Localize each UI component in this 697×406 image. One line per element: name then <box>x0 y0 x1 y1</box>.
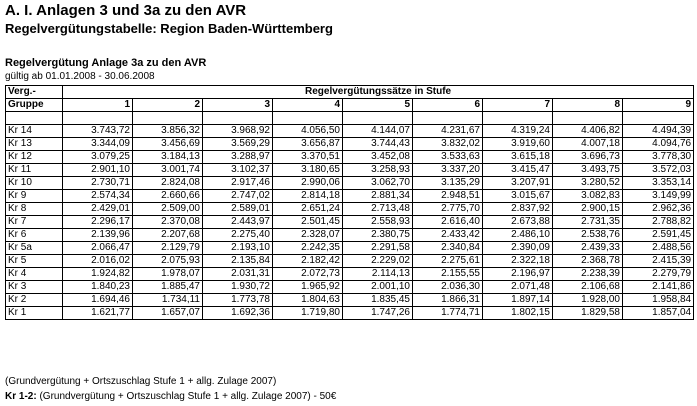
salary-cell: 2.207,68 <box>133 229 203 242</box>
salary-cell: 2.900,15 <box>553 203 623 216</box>
salary-cell: 1.958,84 <box>623 294 694 307</box>
salary-cell: 1.734,11 <box>133 294 203 307</box>
salary-cell: 1.719,80 <box>273 307 343 320</box>
salary-cell: 2.747,02 <box>203 190 273 203</box>
salary-cell: 2.242,35 <box>273 242 343 255</box>
salary-cell: 3.744,43 <box>343 138 413 151</box>
footnote-2 <box>5 391 336 402</box>
salary-cell: 3.082,83 <box>553 190 623 203</box>
table-spacer-cell <box>553 112 623 125</box>
salary-cell: 2.488,56 <box>623 242 694 255</box>
group-cell: Kr 14 <box>6 125 63 138</box>
group-cell: Kr 3 <box>6 281 63 294</box>
table-spacer-cell <box>63 112 133 125</box>
salary-cell: 3.337,20 <box>413 164 483 177</box>
group-cell: Kr 4 <box>6 268 63 281</box>
salary-cell: 2.368,78 <box>553 255 623 268</box>
group-cell: Kr 7 <box>6 216 63 229</box>
salary-cell: 2.155,55 <box>413 268 483 281</box>
table-row <box>6 125 694 138</box>
stage-column-header: 3 <box>203 99 273 112</box>
table-header-row-2 <box>6 99 694 112</box>
stage-column-header: 1 <box>63 99 133 112</box>
salary-cell: 2.730,71 <box>63 177 133 190</box>
table-spacer-cell <box>6 112 63 125</box>
salary-cell: 3.856,32 <box>133 125 203 138</box>
salary-cell: 2.429,01 <box>63 203 133 216</box>
salary-cell: 2.001,10 <box>343 281 413 294</box>
salary-cell: 1.657,07 <box>133 307 203 320</box>
table-spacer-cell <box>273 112 343 125</box>
salary-cell: 2.036,30 <box>413 281 483 294</box>
salary-cell: 1.885,47 <box>133 281 203 294</box>
salary-cell: 2.775,70 <box>413 203 483 216</box>
salary-cell: 2.501,45 <box>273 216 343 229</box>
salary-cell: 3.919,60 <box>483 138 553 151</box>
salary-cell: 3.656,87 <box>273 138 343 151</box>
salary-cell: 1.897,14 <box>483 294 553 307</box>
salary-cell: 3.743,72 <box>63 125 133 138</box>
salary-cell: 2.616,40 <box>413 216 483 229</box>
footnote-1: (Grundvergütung + Ortszuschlag Stufe 1 + allg. Zulage 2007) <box>5 376 277 387</box>
salary-cell: 3.062,70 <box>343 177 413 190</box>
salary-cell: 2.824,08 <box>133 177 203 190</box>
group-cell: Kr 10 <box>6 177 63 190</box>
salary-cell: 3.452,08 <box>343 151 413 164</box>
table-row <box>6 242 694 255</box>
table-spacer-cell <box>203 112 273 125</box>
group-cell: Kr 11 <box>6 164 63 177</box>
salary-cell: 1.930,72 <box>203 281 273 294</box>
table-row <box>6 138 694 151</box>
page-title: A. I. Anlagen 3 und 3a zu den AVR <box>5 2 247 19</box>
salary-cell: 2.106,68 <box>553 281 623 294</box>
salary-cell: 1.866,31 <box>413 294 483 307</box>
salary-cell: 2.279,79 <box>623 268 694 281</box>
salary-cell: 2.390,09 <box>483 242 553 255</box>
footnote-2-text: (Grundvergütung + Ortszuschlag Stufe 1 + allg. Zulage 2007) - 50€ <box>36 391 337 402</box>
salary-cell: 2.238,39 <box>553 268 623 281</box>
salary-cell: 2.660,66 <box>133 190 203 203</box>
salary-cell: 2.071,48 <box>483 281 553 294</box>
salary-cell: 2.948,51 <box>413 190 483 203</box>
salary-cell: 3.968,92 <box>203 125 273 138</box>
salary-cell: 2.589,01 <box>203 203 273 216</box>
salary-cell: 3.569,29 <box>203 138 273 151</box>
table-spacer-cell <box>623 112 694 125</box>
salary-cell: 3.149,99 <box>623 190 694 203</box>
salary-cell: 4.231,67 <box>413 125 483 138</box>
group-cell: Kr 5 <box>6 255 63 268</box>
salary-cell: 2.291,58 <box>343 242 413 255</box>
salary-cell: 3.015,67 <box>483 190 553 203</box>
stage-column-header: 8 <box>553 99 623 112</box>
salary-cell: 2.328,07 <box>273 229 343 242</box>
table-spacer-row <box>6 112 694 125</box>
salary-cell: 1.692,36 <box>203 307 273 320</box>
table-spacer-cell <box>413 112 483 125</box>
table-row <box>6 190 694 203</box>
salary-cell: 2.713,48 <box>343 203 413 216</box>
salary-table <box>5 85 694 320</box>
salary-cell: 2.558,93 <box>343 216 413 229</box>
footnote-2-label: Kr 1-2: <box>5 391 37 402</box>
salary-cell: 3.615,18 <box>483 151 553 164</box>
salary-cell: 2.275,61 <box>413 255 483 268</box>
salary-cell: 2.129,79 <box>133 242 203 255</box>
stage-column-header: 2 <box>133 99 203 112</box>
salary-cell: 2.380,75 <box>343 229 413 242</box>
salary-cell: 3.001,74 <box>133 164 203 177</box>
salary-cell: 3.832,02 <box>413 138 483 151</box>
salary-cell: 1.928,00 <box>553 294 623 307</box>
table-spacer-cell <box>483 112 553 125</box>
stage-header: Regelvergütungssätze in Stufe <box>63 86 694 99</box>
salary-cell: 3.288,97 <box>203 151 273 164</box>
page-subtitle: Regelvergütungstabelle: Region Baden-Württemberg <box>5 21 333 36</box>
table-row <box>6 307 694 320</box>
group-cell: Kr 2 <box>6 294 63 307</box>
group-cell: Kr 8 <box>6 203 63 216</box>
salary-cell: 2.370,08 <box>133 216 203 229</box>
salary-cell: 1.857,04 <box>623 307 694 320</box>
salary-cell: 1.840,23 <box>63 281 133 294</box>
table-row <box>6 229 694 242</box>
salary-cell: 2.591,45 <box>623 229 694 242</box>
salary-cell: 3.533,63 <box>413 151 483 164</box>
table-row <box>6 268 694 281</box>
table-row <box>6 177 694 190</box>
salary-cell: 2.439,33 <box>553 242 623 255</box>
salary-cell: 2.139,96 <box>63 229 133 242</box>
salary-cell: 2.731,35 <box>553 216 623 229</box>
salary-cell: 4.406,82 <box>553 125 623 138</box>
salary-cell: 3.696,73 <box>553 151 623 164</box>
salary-cell: 2.141,86 <box>623 281 694 294</box>
salary-cell: 2.486,10 <box>483 229 553 242</box>
salary-cell: 2.538,76 <box>553 229 623 242</box>
table-header-row-1 <box>6 86 694 99</box>
stage-column-header: 5 <box>343 99 413 112</box>
salary-cell: 2.901,10 <box>63 164 133 177</box>
salary-cell: 2.114,13 <box>343 268 413 281</box>
salary-cell: 3.135,29 <box>413 177 483 190</box>
salary-cell: 2.275,40 <box>203 229 273 242</box>
salary-cell: 2.322,18 <box>483 255 553 268</box>
salary-cell: 3.344,09 <box>63 138 133 151</box>
salary-cell: 2.837,92 <box>483 203 553 216</box>
salary-cell: 3.207,91 <box>483 177 553 190</box>
validity-period: gültig ab 01.01.2008 - 30.06.2008 <box>5 71 155 82</box>
salary-cell: 3.180,65 <box>273 164 343 177</box>
salary-cell: 3.258,93 <box>343 164 413 177</box>
group-cell: Kr 13 <box>6 138 63 151</box>
salary-cell: 2.340,84 <box>413 242 483 255</box>
salary-cell: 2.135,84 <box>203 255 273 268</box>
salary-cell: 2.072,73 <box>273 268 343 281</box>
salary-cell: 2.962,36 <box>623 203 694 216</box>
salary-cell: 2.651,24 <box>273 203 343 216</box>
stage-column-header: 6 <box>413 99 483 112</box>
salary-cell: 2.066,47 <box>63 242 133 255</box>
salary-cell: 2.574,34 <box>63 190 133 203</box>
salary-cell: 2.229,02 <box>343 255 413 268</box>
stage-column-header: 9 <box>623 99 694 112</box>
table-row <box>6 151 694 164</box>
group-header-line1: Verg.- <box>6 86 63 99</box>
salary-cell: 3.415,47 <box>483 164 553 177</box>
group-cell: Kr 12 <box>6 151 63 164</box>
salary-cell: 3.456,69 <box>133 138 203 151</box>
salary-cell: 2.193,10 <box>203 242 273 255</box>
salary-cell: 2.016,02 <box>63 255 133 268</box>
table-row <box>6 164 694 177</box>
salary-cell: 2.788,82 <box>623 216 694 229</box>
salary-table-body <box>6 86 694 320</box>
salary-cell: 3.370,51 <box>273 151 343 164</box>
salary-cell: 4.007,18 <box>553 138 623 151</box>
salary-cell: 1.965,92 <box>273 281 343 294</box>
salary-cell: 1.802,15 <box>483 307 553 320</box>
table-spacer-cell <box>343 112 413 125</box>
salary-cell: 2.443,97 <box>203 216 273 229</box>
group-header-line2: Gruppe <box>6 99 63 112</box>
salary-cell: 2.990,06 <box>273 177 343 190</box>
salary-cell: 4.094,76 <box>623 138 694 151</box>
salary-cell: 1.835,45 <box>343 294 413 307</box>
table-row <box>6 203 694 216</box>
salary-cell: 1.773,78 <box>203 294 273 307</box>
group-cell: Kr 5a <box>6 242 63 255</box>
table-row <box>6 294 694 307</box>
salary-cell: 1.694,46 <box>63 294 133 307</box>
salary-cell: 4.494,39 <box>623 125 694 138</box>
salary-cell: 1.774,71 <box>413 307 483 320</box>
salary-cell: 2.182,42 <box>273 255 343 268</box>
stage-column-header: 7 <box>483 99 553 112</box>
salary-cell: 2.509,00 <box>133 203 203 216</box>
salary-cell: 2.196,97 <box>483 268 553 281</box>
stage-column-header: 4 <box>273 99 343 112</box>
table-row <box>6 255 694 268</box>
table-title: Regelvergütung Anlage 3a zu den AVR <box>5 57 207 69</box>
salary-cell: 2.814,18 <box>273 190 343 203</box>
salary-cell: 2.917,46 <box>203 177 273 190</box>
salary-cell: 4.144,07 <box>343 125 413 138</box>
salary-cell: 1.924,82 <box>63 268 133 281</box>
salary-cell: 3.778,30 <box>623 151 694 164</box>
salary-cell: 1.621,77 <box>63 307 133 320</box>
salary-cell: 1.829,58 <box>553 307 623 320</box>
salary-cell: 3.493,75 <box>553 164 623 177</box>
salary-cell: 2.673,88 <box>483 216 553 229</box>
salary-cell: 3.102,37 <box>203 164 273 177</box>
salary-cell: 3.353,14 <box>623 177 694 190</box>
salary-cell: 2.075,93 <box>133 255 203 268</box>
salary-cell: 2.415,39 <box>623 255 694 268</box>
salary-cell: 3.079,25 <box>63 151 133 164</box>
salary-cell: 2.031,31 <box>203 268 273 281</box>
salary-cell: 1.804,63 <box>273 294 343 307</box>
salary-cell: 2.881,34 <box>343 190 413 203</box>
salary-cell: 3.572,03 <box>623 164 694 177</box>
table-row <box>6 216 694 229</box>
salary-cell: 2.296,17 <box>63 216 133 229</box>
salary-cell: 4.056,50 <box>273 125 343 138</box>
salary-cell: 3.184,13 <box>133 151 203 164</box>
group-cell: Kr 6 <box>6 229 63 242</box>
salary-cell: 4.319,24 <box>483 125 553 138</box>
salary-cell: 2.433,42 <box>413 229 483 242</box>
table-row <box>6 281 694 294</box>
salary-cell: 1.747,26 <box>343 307 413 320</box>
group-cell: Kr 1 <box>6 307 63 320</box>
table-spacer-cell <box>133 112 203 125</box>
salary-cell: 1.978,07 <box>133 268 203 281</box>
group-cell: Kr 9 <box>6 190 63 203</box>
salary-cell: 3.280,52 <box>553 177 623 190</box>
